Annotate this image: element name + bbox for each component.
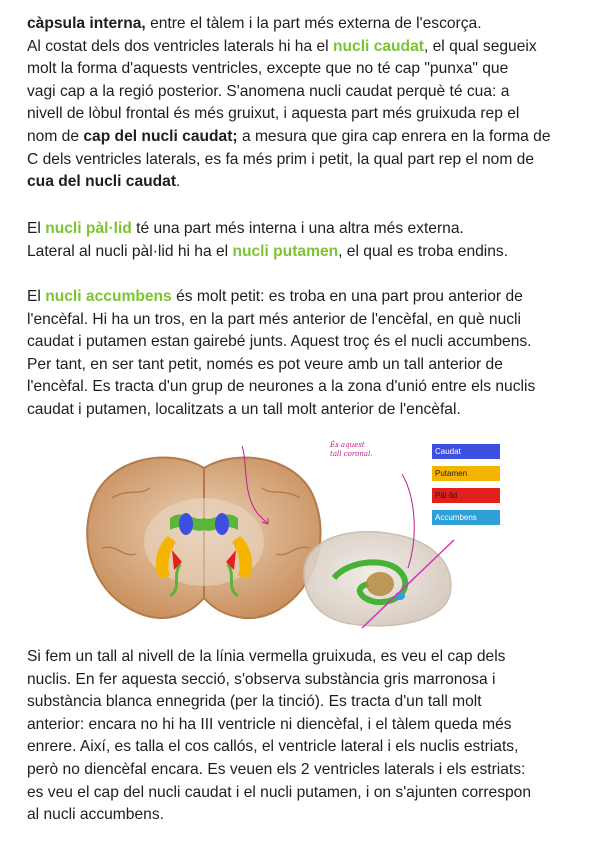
bold-term-cua-nucli-caudat: cua del nucli caudat: [27, 173, 177, 191]
text-line: però no diencèfal encara. Es veuen els 2 ventricles laterals i els estriats:: [27, 760, 526, 778]
text-line: [27, 241, 575, 264]
text-line: [27, 36, 575, 59]
text-run: El: [27, 220, 46, 237]
brain-coronal-section-figure: [72, 438, 528, 630]
text-run: entre el tàlem i la part més externa de l'escorça.: [145, 15, 482, 32]
text-line: C dels ventricles laterals, es fa més prim i petit, la qual part rep el nom de: [27, 150, 535, 168]
legend-item-pallid: Pàl·lid: [432, 488, 500, 503]
glass-brain-3d: [304, 532, 451, 626]
note-line: tall coronal.: [330, 450, 373, 458]
legend-item-putamen: Putamen: [432, 466, 500, 481]
text-line: vagi cap a la regió posterior. S'anomena nucli caudat perquè té cua: a: [27, 82, 510, 100]
text-run: és molt petit: es troba en una part prou anterior de: [171, 288, 523, 305]
text-run: Lateral al nucli pàl·lid hi ha el: [27, 242, 233, 260]
note-line: És aquest: [330, 441, 365, 449]
text-line: [27, 286, 575, 309]
text-line: l'encèfal. Hi ha un tros, en la part més anterior de l'encèfal, en què nucli: [27, 310, 521, 328]
text-line: l'encèfal. Es tracta d'un grup de neurones a la zona d'unió entre els nuclis: [27, 378, 536, 396]
text-run: Al costat dels dos ventricles laterals hi ha el: [27, 37, 333, 55]
text-line: nuclis. En fer aquesta secció, s'observa substància gris marronosa i: [27, 670, 496, 688]
text-run: .: [176, 173, 181, 191]
text-run: nom de: [27, 127, 84, 145]
text-line: Per tant, en ser tant petit, només es pot veure amb un tall anterior de: [27, 355, 503, 373]
text-run: a mesura que gira cap enrera en la forma de: [237, 127, 551, 145]
paragraph-caudate: [27, 13, 575, 194]
highlight-term-nucli-accumbens: nucli accumbens: [45, 288, 172, 305]
highlight-term-nucli-putamen: nucli putamen: [232, 242, 339, 260]
text-line: molt la forma d'aquests ventricles, excepte que no té cap "punxa" que: [27, 60, 509, 78]
text-line: al nucli accumbens.: [27, 806, 164, 824]
text-line: caudat i putamen estan gairebé junts. Aquest troç és el nucli accumbens.: [27, 333, 532, 351]
paragraph-pallidus: [27, 218, 575, 263]
text-run: El: [27, 288, 46, 305]
bold-term-capsula-interna: càpsula interna,: [27, 15, 146, 32]
caudate-right-shape: [215, 513, 229, 535]
text-line: [27, 171, 575, 194]
coronal-brain-slice: [87, 458, 320, 618]
handwritten-note: [330, 441, 373, 459]
highlight-term-nucli-caudat: nucli caudat: [332, 37, 424, 55]
bold-term-cap-nucli-caudat: cap del nucli caudat;: [83, 127, 238, 145]
paragraph-section-description: [27, 646, 575, 827]
text-line: substància blanca ennegrida (per la tinció). Es tracta d'un tall molt: [27, 693, 482, 711]
caudate-left-shape: [179, 513, 193, 535]
legend-item-caudat: Caudat: [432, 444, 500, 459]
text-run: , el qual es troba endins.: [338, 242, 509, 260]
text-line: caudat i putamen, localitzats a un tall molt anterior de l'encèfal.: [27, 400, 461, 418]
legend-item-accumbens: Accumbens: [432, 510, 500, 525]
text-line: [27, 218, 575, 241]
text-line: [27, 13, 575, 36]
highlight-term-nucli-pallid: nucli pàl·lid: [45, 220, 132, 237]
text-run: té una part més interna i una altra més externa.: [131, 220, 464, 237]
text-run: , el qual segueix: [423, 37, 537, 55]
text-line: Si fem un tall al nivell de la línia vermella gruixuda, es veu el cap dels: [27, 648, 506, 665]
text-line: es veu el cap del nucli caudat i el nucli putamen, i on s'ajunten correspon: [27, 783, 532, 801]
text-line: nivell de lòbul frontal és més gruixut, i aquesta part més gruixuda rep el: [27, 105, 520, 123]
text-line: [27, 126, 575, 149]
text-line: enrere. Així, es talla el cos callós, el ventricle lateral i els nuclis estriats,: [27, 738, 519, 756]
text-line: anterior: encara no hi ha III ventricle ni diencèfal, i el tàlem queda més: [27, 715, 512, 733]
paragraph-accumbens: [27, 286, 575, 422]
